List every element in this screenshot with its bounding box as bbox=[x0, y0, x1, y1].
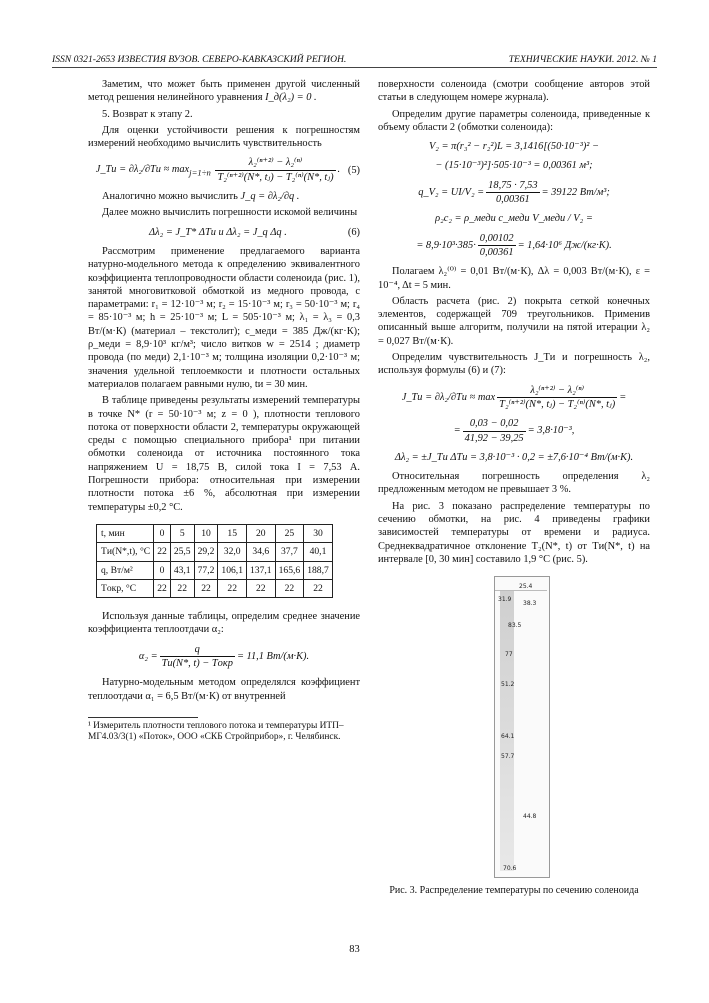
table-cell: 22 bbox=[154, 579, 171, 597]
paragraph: 5. Возврат к этапу 2. bbox=[102, 108, 193, 120]
equation-number: (5) bbox=[347, 164, 360, 176]
header-journal: ISSN 0321-2653 ИЗВЕСТИЯ ВУЗОВ. СЕВЕРО-КАВКАЗСКИЙ РЕГИОН. bbox=[52, 54, 347, 65]
table-cell: 0 bbox=[154, 524, 171, 542]
figure-label: 38.3 bbox=[523, 600, 537, 608]
figure-label: 57.7 bbox=[501, 753, 515, 761]
equation-rho: ρ₂c₂ = ρ_меди c_меди V_меди / V₂ = bbox=[435, 213, 593, 225]
footnote-rule bbox=[88, 717, 198, 718]
table-cell: 22 bbox=[275, 579, 304, 597]
equation-error: Δλ₂ = ±J_Tи ΔTи = 3,8·10⁻³ · 0,2 = ±7,6·10⁻⁴ Вт/(м·К). bbox=[394, 451, 634, 463]
equation-6: Δλ₂ = J_T* ΔTи и Δλ₂ = J_q Δq . (6) bbox=[149, 226, 360, 238]
table-cell: 34,6 bbox=[247, 543, 276, 561]
table-cell: 40,1 bbox=[304, 543, 333, 561]
table-row bbox=[97, 561, 333, 579]
table-cell: 22 bbox=[154, 543, 171, 561]
table-cell: 22 bbox=[304, 579, 333, 597]
table-row bbox=[97, 524, 333, 542]
table-cell: 137,1 bbox=[247, 561, 276, 579]
table-cell: 20 bbox=[247, 524, 276, 542]
paragraph: Аналогично можно вычислить J_q = ∂λ₂/∂q . bbox=[102, 191, 300, 203]
table-cell: 25,5 bbox=[170, 543, 194, 561]
table-cell: 5 bbox=[170, 524, 194, 542]
figure-label: 51.2 bbox=[501, 681, 515, 689]
table-cell: 37,7 bbox=[275, 543, 304, 561]
figure-label: 64.1 bbox=[501, 733, 515, 741]
table-cell: 22 bbox=[170, 579, 194, 597]
equation-qv: q_V₂ = UI/V₂ = $\frac{18,75 \cdot 7,53}{0,00361}$ = 39122 Вт/м³; bbox=[418, 179, 610, 206]
table-cell: 22 bbox=[247, 579, 276, 597]
page-number: 83 bbox=[349, 944, 360, 955]
paragraph: Заметим, что может быть применен другой численный метод решения нелинейного уравнения I_д(λ₂) = 0 . bbox=[88, 79, 360, 104]
table-cell: 43,1 bbox=[170, 561, 194, 579]
paragraph: Далее можно вычислить погрешности искомой величины bbox=[102, 207, 358, 219]
equation-sensitivity-value: = $\frac{0,03 - 0,02}{41,92 - 39,25}$ = 3,8·10⁻³, bbox=[453, 418, 575, 444]
paragraph: Натурно-модельным методом определялся коэффициент теплоотдачи α₁ = 6,5 Вт/(м·К) от внутренней bbox=[88, 677, 360, 702]
table-row-header: Tи(N*,t), °С bbox=[97, 543, 154, 561]
table-row-header: t, мин bbox=[97, 524, 154, 542]
equation-sensitivity: J_Tи = ∂λ₂/∂Tи ≈ max $\frac{\text{λ₂⁽ⁿ⁺²⁾ − λ₂⁽ⁿ⁾}}{\text{T₂⁽ⁿ⁺²⁾(N*, tⱼ) − T₂⁽ⁿ⁾(N*, tⱼ)}}$ = bbox=[401, 384, 627, 410]
table-cell: 29,2 bbox=[194, 543, 218, 561]
right-column bbox=[378, 78, 650, 898]
table-cell: 22 bbox=[218, 579, 247, 597]
table-cell: 30 bbox=[304, 524, 333, 542]
table-cell: 32,0 bbox=[218, 543, 247, 561]
figure-label: 83.5 bbox=[508, 622, 522, 630]
paragraph: Область расчета (рис. 2) покрыта сеткой конечных элементов, содержащей 709 треугольников. Применив описанный выше алгоритм, получили на пятой итерации λ₂ = 0,027 Вт/(м·К). bbox=[378, 295, 650, 347]
left-column bbox=[88, 78, 360, 744]
equation-5: J_Tи = $\partial\lambda_2/\partial Tи \approx \max_{j=1\div n}$ $\frac{\text{λ₂⁽ⁿ⁺²⁾ − λ₂⁽ⁿ⁾}}{\text{T₂⁽ⁿ⁺²⁾(N*, tⱼ) − T₂⁽ⁿ⁾(N*, tⱼ)}}$ . (5) bbox=[95, 157, 360, 183]
table-cell: 77,2 bbox=[194, 561, 218, 579]
paragraph: Определим чувствительность J_Tи и погрешность λ₂, используя формулы (6) и (7): bbox=[378, 352, 650, 377]
measurement-table bbox=[96, 524, 333, 598]
equation-rho-line2: = 8,9·10³·385· $\frac{0,00102}{0,00361}$ = 1,64·10⁶ Дж/(кг·К). bbox=[416, 232, 612, 258]
table-row bbox=[97, 579, 333, 597]
figure-label: 31.9 bbox=[498, 596, 512, 604]
equation-number: (6) bbox=[347, 226, 360, 238]
table-cell: 0 bbox=[154, 561, 171, 579]
figure-3-temperature-distribution bbox=[494, 576, 550, 878]
equation-alpha: α₂ = $\frac{q}{\text{Tи(N*, t) − Tокр}}$ = 11,1 Вт/(м·К). bbox=[138, 643, 310, 669]
figure-label: 44.8 bbox=[523, 813, 537, 821]
figure-label: 77 bbox=[505, 651, 513, 659]
table-cell: 22 bbox=[194, 579, 218, 597]
table-cell: 165,6 bbox=[275, 561, 304, 579]
figure-caption: Рис. 3. Распределение температуры по сечению соленоида bbox=[389, 885, 639, 897]
paragraph: поверхности соленоида (смотри сообщение авторов этой статьи в следующем номере журнала). bbox=[378, 79, 650, 104]
paragraph: Полагаем λ₂⁽⁰⁾ = 0,01 Вт/(м·К), Δλ = 0,003 Вт/(м·К), ε = 10⁻⁴, Δt = 5 мин. bbox=[378, 266, 650, 291]
paragraph: Определим другие параметры соленоида, приведенные к объему области 2 (обмотки соленоида): bbox=[378, 108, 650, 133]
equation-v2-line1: V₂ = π(r₃² − r₂²)L = 3,1416[(50·10⁻³)² − bbox=[428, 141, 600, 153]
figure-label: 25.4 bbox=[519, 583, 533, 591]
table-row bbox=[97, 543, 333, 561]
paragraph: На рис. 3 показано распределение температуры по сечению обмотки, на рис. 4 приведены графики зависимостей температуры от времени и радиуса. Среднеквадратичное отклонение T₂(N*, t) от Tи(N*, t) на интервале [0, 30 мин] составило 1,9 °С (рис. 5). bbox=[378, 500, 650, 565]
table-cell: 15 bbox=[218, 524, 247, 542]
paragraph: Для оценки устойчивости решения к погрешностям измерений необходимо вычислить чувствительность bbox=[88, 124, 360, 150]
table-cell: 25 bbox=[275, 524, 304, 542]
table-row-header: Tокр, °С bbox=[97, 579, 154, 597]
paragraph: Используя данные таблицы, определим среднее значение коэффициента теплоотдачи α₂: bbox=[88, 611, 360, 636]
paragraph: Рассмотрим применение предлагаемого варианта натурно-модельного метода к определению эквивалентного коэффициента теплопроводности области соленоида (рис. 1), занятой многовитковой обмоткой из медного провода, с параметрами: r₁ = 12·10⁻³ м; r₂ = 15·10⁻³ м; r₃ = 50·10⁻³ м; r₄ = 85·10⁻³ м; h = 25·10⁻³ м; L = 505·10⁻³ м; λ₁ = λ₃ = 0,3 Вт/(м·К) (материал – текстолит); c_меди = 385 Дж/(кг·К); ρ_меди = 8,9·10³ кг/м³; число витков w = 2514 ; диаметр провода (по меди) 2,1·10⁻³ м; толщина изоляции 0,2·10⁻³ м; значения удельной теплоемкости и плотности остальных материалов полагаем равными нулю, tи = 30 мин. bbox=[88, 245, 360, 390]
paragraph: Относительная погрешность определения λ₂ предложенным методом не превышает 3 %. bbox=[378, 471, 650, 496]
header-issue: ТЕХНИЧЕСКИЕ НАУКИ. 2012. № 1 bbox=[508, 54, 657, 65]
running-header bbox=[52, 54, 657, 68]
table-cell: 106,1 bbox=[218, 561, 247, 579]
table-cell: 188,7 bbox=[304, 561, 333, 579]
figure-label: 70.6 bbox=[503, 865, 517, 873]
footnote: ¹ Измеритель плотности теплового потока и температуры ИТП–МГ4.03/3(1) «Поток», ООО «СКБ Стройприбор», г. Челябинск. bbox=[88, 720, 344, 743]
table-row-header: q, Вт/м² bbox=[97, 561, 154, 579]
table-cell: 10 bbox=[194, 524, 218, 542]
paragraph: В таблице приведены результаты измерений температуры в точке N* (r = 50·10⁻³ м; z = 0 ), плотности теплового потока от поверхности области 2, температуры окружающей среды с помощью специального прибора¹ при питании обмотки соленоида от источника постоянного тока напряжением U = 18,75 В, силой тока I = 7,53 А. Погрешности прибора: относительная при измерении плотности потока ±6 %, абсолютная при измерении температуры ±0,2 °С. bbox=[88, 395, 360, 513]
equation-v2-line2: − (15·10⁻³)²]·505·10⁻³ = 0,00361 м³; bbox=[435, 160, 593, 172]
